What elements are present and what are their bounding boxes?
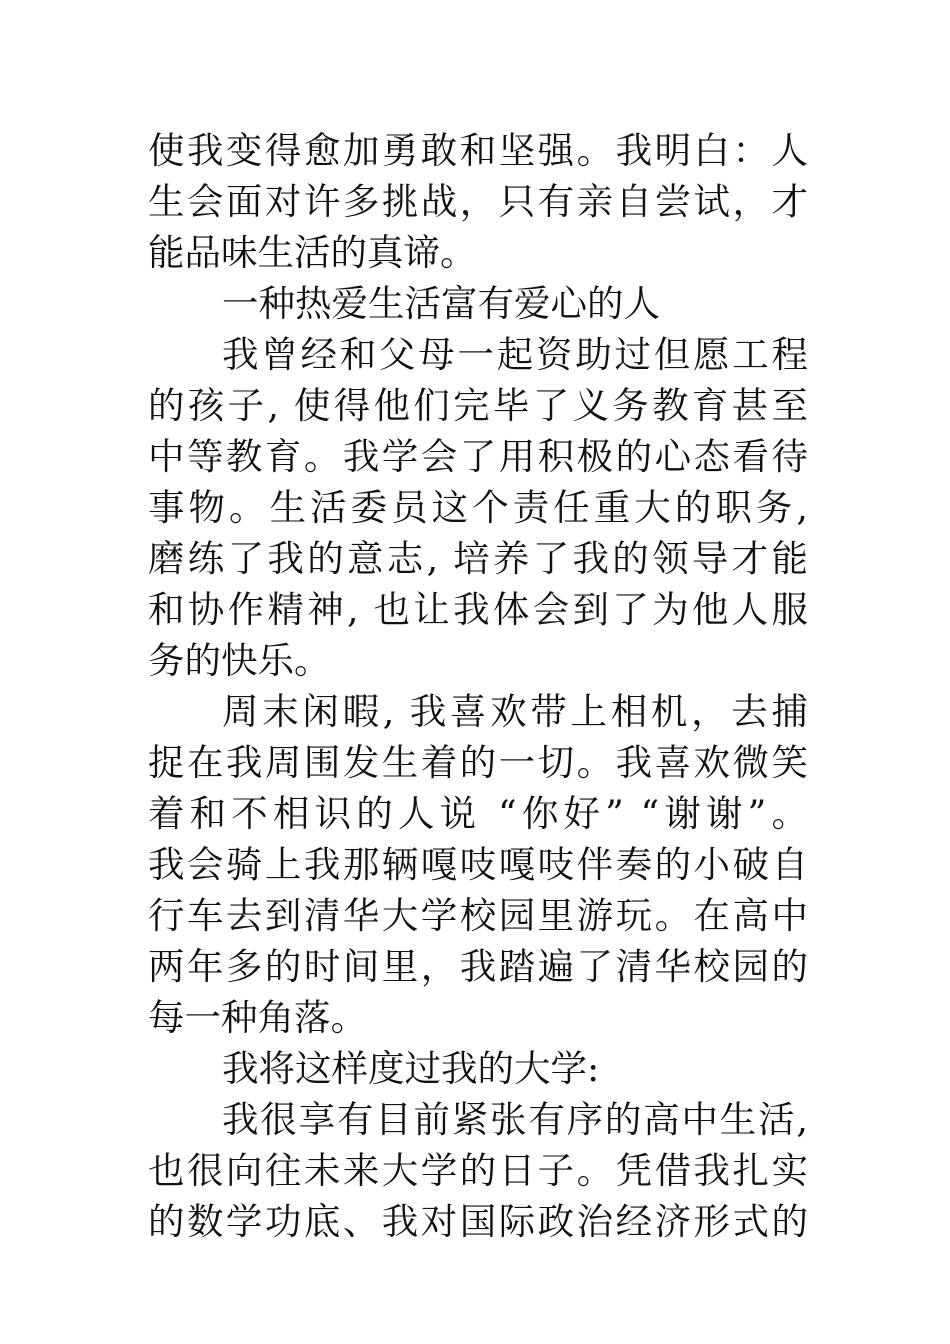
text-line: 能品味生活的真谛。 bbox=[148, 231, 477, 274]
text-line: 的数学功底、我对国际政治经济形式的 bbox=[148, 1200, 808, 1243]
text-line: 中等教育。我学会了用积极的心态看待 bbox=[148, 435, 808, 478]
text-line: 使我变得愈加勇敢和坚强。我明白：人 bbox=[148, 129, 808, 172]
text-line: 捉在我周围发生着的一切。我喜欢微笑 bbox=[148, 741, 808, 784]
document-body bbox=[148, 125, 808, 1247]
text-line: 我很享有目前紧张有序的高中生活, bbox=[222, 1098, 808, 1141]
text-line: 我曾经和父母一起资助过但愿工程 bbox=[222, 333, 808, 376]
text-line: 着和不相识的人说 “你好” “谢谢”。 bbox=[148, 792, 808, 835]
text-line: 务的快乐。 bbox=[148, 639, 331, 682]
text-line: 和协作精神, 也让我体会到了为他人服 bbox=[148, 588, 808, 631]
text-line: 周末闲暇, 我喜欢带上相机，去捕 bbox=[222, 690, 808, 733]
section-heading: 一种热爱生活富有爱心的人 bbox=[222, 282, 660, 325]
text-line: 我将这样度过我的大学: bbox=[222, 1047, 600, 1090]
text-line: 也很向往未来大学的日子。凭借我扎实 bbox=[148, 1149, 808, 1192]
text-line: 的孩子, 使得他们完毕了义务教育甚至 bbox=[148, 384, 808, 427]
text-line: 事物。生活委员这个责任重大的职务, bbox=[148, 486, 808, 529]
text-line: 每一种角落。 bbox=[148, 996, 367, 1039]
text-line: 生会面对许多挑战，只有亲自尝试，才 bbox=[148, 180, 808, 223]
text-line: 两年多的时间里，我踏遍了清华校园的 bbox=[148, 945, 808, 988]
text-line: 行车去到清华大学校园里游玩。在高中 bbox=[148, 894, 808, 937]
text-line: 磨练了我的意志, 培养了我的领导才能 bbox=[148, 537, 808, 580]
text-line: 我会骑上我那辆嘎吱嘎吱伴奏的小破自 bbox=[148, 843, 808, 886]
